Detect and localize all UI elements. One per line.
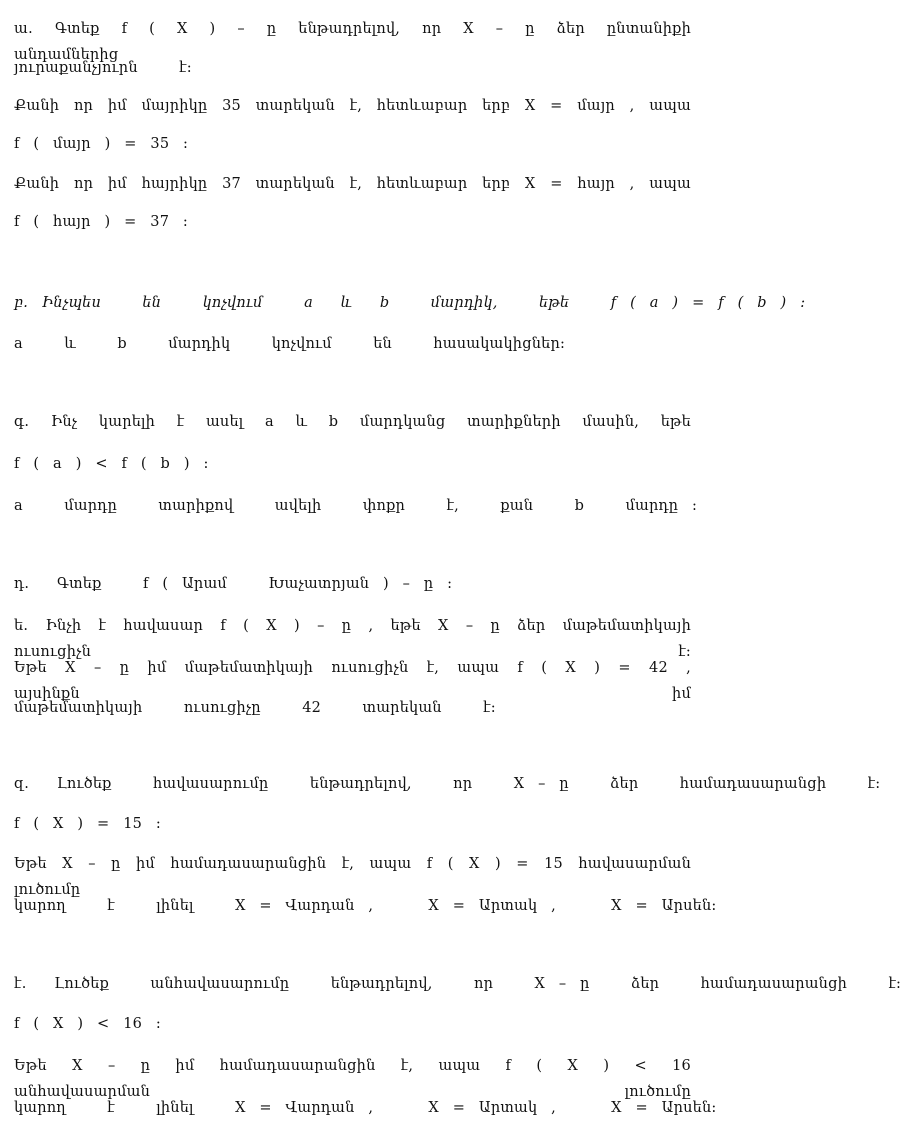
section-z-answer-line-1: Եթե X – ը իմ համադասարանցին է, ապա f ( X ) = 15 հավասարման լուծումը [14,856,691,898]
section-a-question-line-2: յուրաքանչյուրն է: [14,60,192,76]
section-a-answer-mother-line-2: f ( մայր ) = 35 : [14,136,189,152]
section-c-question-line-1: գ․ Ինչ կարելի է ասել a և b մարդկանց տարիքների մասին, եթե [14,414,691,430]
section-ee-answer-line-2: կարող է լինել X = Վարդան , X = Արտակ , X = Արսեն: [14,1100,717,1116]
section-ee-answer-line-1: Եթե X – ը իմ համադասարանցին է, ապա f ( X ) < 16 անհավասարման լուծումը [14,1058,691,1100]
section-c-answer: a մարդը տարիքով ավելի փոքր է, քան b մարդը : [14,498,698,514]
section-z-question: զ․ Լուծեք հավասարումը ենթադրելով, որ X – ը ձեր համադասարանցի է: [14,776,881,792]
section-a-answer-father-line-1: Քանի որ իմ հայրիկը 37 տարեկան է, հետևաբար երբ X = հայր , ապա [14,176,691,192]
section-a-answer-mother-line-1: Քանի որ իմ մայրիկը 35 տարեկան է, հետևաբար երբ X = մայր , ապա [14,98,691,114]
section-d-question: դ․ Գտեք f ( Արամ Խաչատրյան ) – ը : [14,576,453,592]
section-c-question-line-2: f ( a ) < f ( b ) : [14,456,209,472]
section-e-answer-line-2: մաթեմատիկայի ուսուցիչը 42 տարեկան է: [14,700,496,716]
section-a-answer-father-line-2: f ( հայր ) = 37 : [14,214,189,230]
section-e-answer-line-1: Եթե X – ը իմ մաթեմատիկայի ուսուցիչն է, ապա f ( X ) = 42 , այսինքն իմ [14,660,691,702]
section-z-equation: f ( X ) = 15 : [14,816,161,832]
section-e-question: ե․ Ինչի է հավասար f ( X ) – ը , եթե X – ը ձեր մաթեմատիկայի ուսուցիչն է: [14,618,691,660]
section-b-answer: a և b մարդիկ կոչվում են հասակակիցներ: [14,336,566,352]
section-ee-question: է․ Լուծեք անհավասարումը ենթադրելով, որ X – ը ձեր համադասարանցի է: [14,976,901,992]
section-b-question: բ․ Ինչպես են կոչվում a և b մարդիկ, եթե f ( a ) = f ( b ) : [14,295,806,311]
section-ee-inequality: f ( X ) < 16 : [14,1016,161,1032]
section-a-question-line-1: ա․ Գտեք f ( X ) – ը ենթադրելով, որ X – ը ձեր ընտանիքի անդամներից [14,21,691,63]
section-z-answer-line-2: կարող է լինել X = Վարդան , X = Արտակ , X = Արսեն: [14,898,717,914]
